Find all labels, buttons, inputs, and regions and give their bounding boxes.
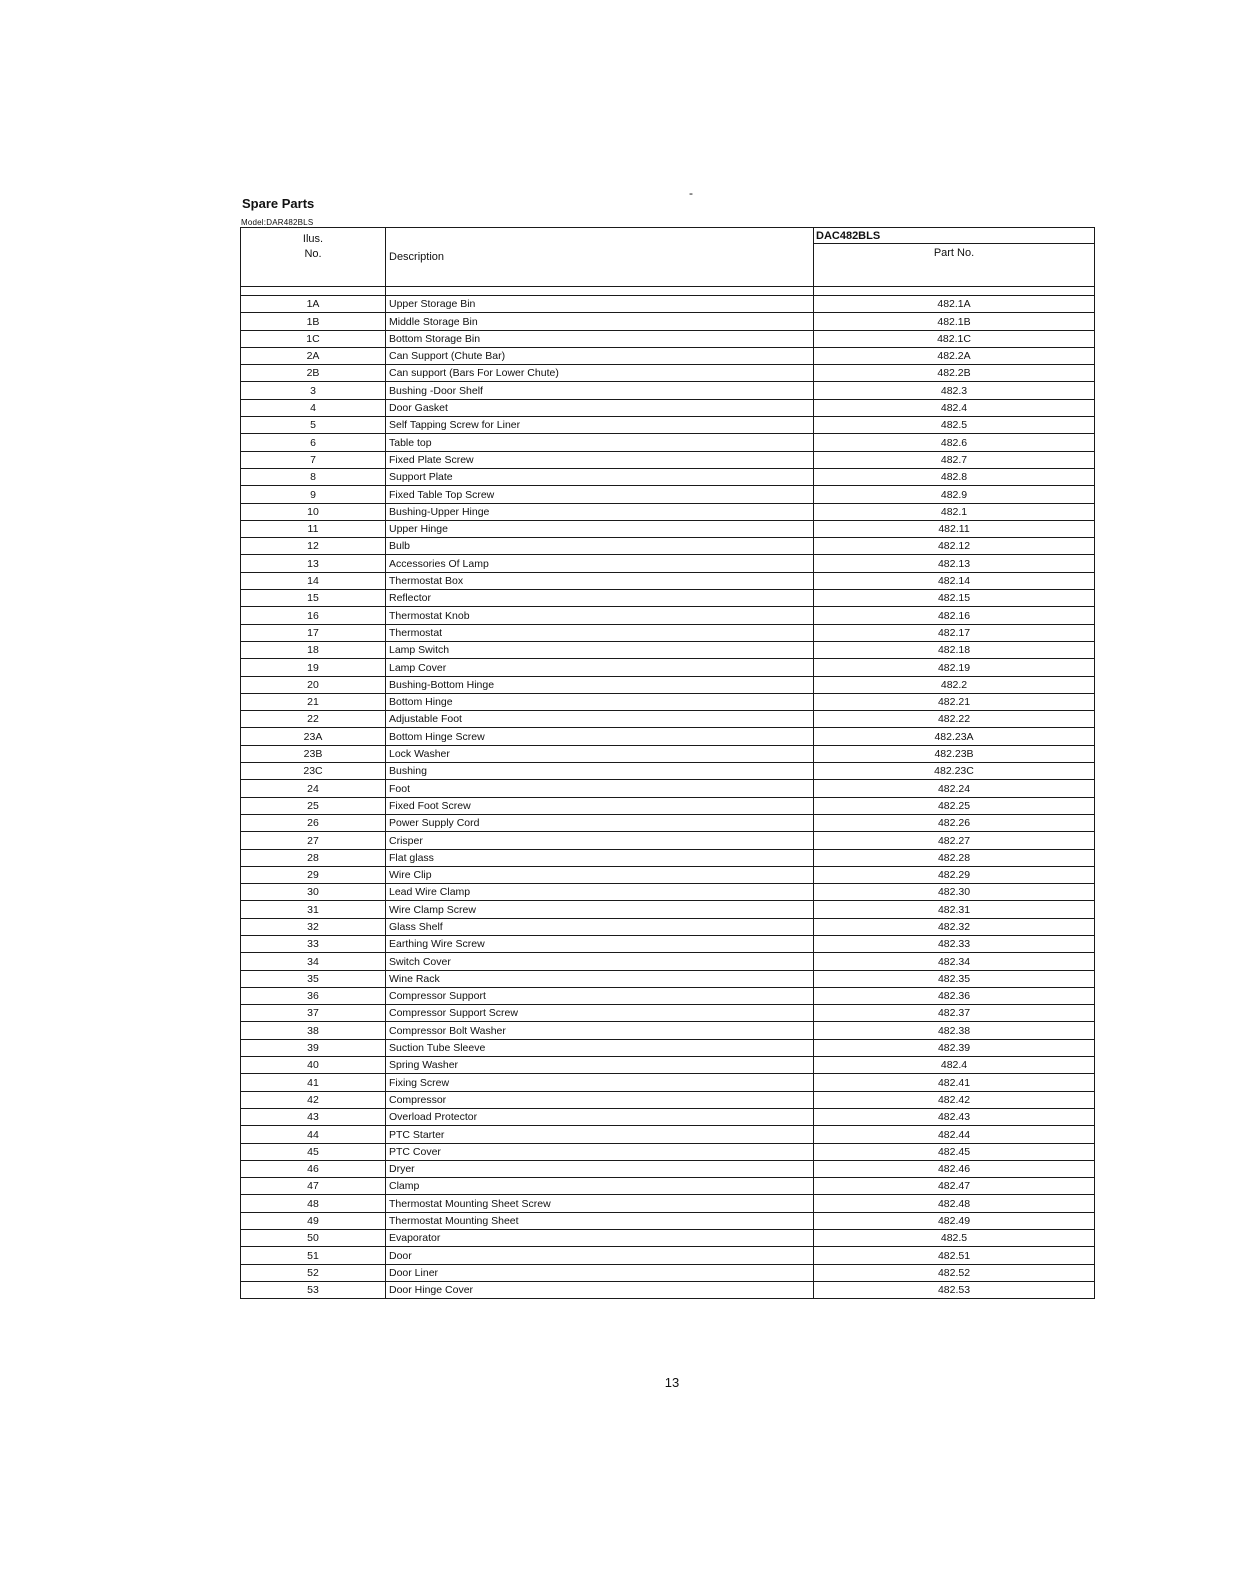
illus-no-cell: 29	[241, 866, 386, 883]
table-row	[241, 572, 1095, 589]
part-no-cell: 482.16	[814, 607, 1095, 624]
table-row	[241, 659, 1095, 676]
illus-no-cell: 23A	[241, 728, 386, 745]
parts-body	[241, 296, 1095, 1299]
description-cell: Spring Washer	[386, 1057, 814, 1074]
table-row	[241, 382, 1095, 399]
illus-no-cell: 39	[241, 1039, 386, 1056]
part-no-cell: 482.2	[814, 676, 1095, 693]
illus-no-cell: 1C	[241, 330, 386, 347]
description-cell: Glass Shelf	[386, 918, 814, 935]
illus-no-cell: 27	[241, 832, 386, 849]
illus-no-cell: 4	[241, 399, 386, 416]
part-no-cell: 482.25	[814, 797, 1095, 814]
description-cell: PTC Starter	[386, 1126, 814, 1143]
table-row	[241, 1126, 1095, 1143]
table-row	[241, 1212, 1095, 1229]
description-cell: Reflector	[386, 590, 814, 607]
table-row	[241, 1230, 1095, 1247]
part-no-cell: 482.41	[814, 1074, 1095, 1091]
part-no-cell: 482.13	[814, 555, 1095, 572]
illus-no-cell: 23B	[241, 745, 386, 762]
description-cell: Lamp Cover	[386, 659, 814, 676]
part-no-cell: 482.34	[814, 953, 1095, 970]
table-row	[241, 763, 1095, 780]
description-cell: Power Supply Cord	[386, 814, 814, 831]
illus-no-cell: 22	[241, 711, 386, 728]
table-row	[241, 365, 1095, 382]
description-cell: Door Gasket	[386, 399, 814, 416]
description-cell: Thermostat Mounting Sheet Screw	[386, 1195, 814, 1212]
part-no-cell: 482.27	[814, 832, 1095, 849]
spare-parts-table	[240, 227, 1095, 1299]
part-no-cell: 482.48	[814, 1195, 1095, 1212]
table-row	[241, 347, 1095, 364]
description-cell: Bottom Hinge	[386, 693, 814, 710]
part-no-cell: 482.53	[814, 1281, 1095, 1298]
description-cell: Bushing-Bottom Hinge	[386, 676, 814, 693]
illus-no-cell: 5	[241, 417, 386, 434]
illus-no-cell: 14	[241, 572, 386, 589]
part-no-cell: 482.44	[814, 1126, 1095, 1143]
illus-no-cell: 15	[241, 590, 386, 607]
description-cell: Middle Storage Bin	[386, 313, 814, 330]
illus-no-cell: 33	[241, 935, 386, 952]
illus-no-cell: 37	[241, 1005, 386, 1022]
part-no-cell: 482.32	[814, 918, 1095, 935]
description-cell: Dryer	[386, 1160, 814, 1177]
illus-no-cell: 17	[241, 624, 386, 641]
illus-no-cell: 45	[241, 1143, 386, 1160]
part-no-cell: 482.30	[814, 884, 1095, 901]
part-no-cell: 482.2A	[814, 347, 1095, 364]
illus-no-cell: 28	[241, 849, 386, 866]
table-row	[241, 1039, 1095, 1056]
table-row	[241, 434, 1095, 451]
table-row	[241, 468, 1095, 485]
description-cell: Compressor	[386, 1091, 814, 1108]
description-cell: Thermostat Box	[386, 572, 814, 589]
table-row	[241, 814, 1095, 831]
table-row	[241, 1281, 1095, 1298]
illus-no-cell: 34	[241, 953, 386, 970]
illus-no-cell: 44	[241, 1126, 386, 1143]
description-cell: Accessories Of Lamp	[386, 555, 814, 572]
part-no-cell: 482.39	[814, 1039, 1095, 1056]
description-cell: Lock Washer	[386, 745, 814, 762]
illus-no-cell: 30	[241, 884, 386, 901]
illus-no-cell: 12	[241, 538, 386, 555]
page-title: Spare Parts	[242, 196, 315, 211]
part-no-header: Part No.	[814, 244, 1095, 287]
illus-no-cell: 9	[241, 486, 386, 503]
illus-no-cell: 2A	[241, 347, 386, 364]
table-row	[241, 451, 1095, 468]
table-row	[241, 728, 1095, 745]
description-cell: Lamp Switch	[386, 641, 814, 658]
part-no-cell: 482.52	[814, 1264, 1095, 1281]
illus-no-cell: 10	[241, 503, 386, 520]
description-cell: Wine Rack	[386, 970, 814, 987]
description-cell: Bottom Storage Bin	[386, 330, 814, 347]
illus-no-cell: 20	[241, 676, 386, 693]
description-cell: PTC Cover	[386, 1143, 814, 1160]
part-no-cell: 482.2B	[814, 365, 1095, 382]
part-no-cell: 482.1B	[814, 313, 1095, 330]
illus-no-cell: 16	[241, 607, 386, 624]
description-cell: Wire Clamp Screw	[386, 901, 814, 918]
description-cell: Bushing-Upper Hinge	[386, 503, 814, 520]
table-row	[241, 1195, 1095, 1212]
description-cell: Switch Cover	[386, 953, 814, 970]
table-row	[241, 832, 1095, 849]
part-no-cell: 482.17	[814, 624, 1095, 641]
part-no-cell: 482.4	[814, 1057, 1095, 1074]
description-header: Description	[386, 228, 814, 287]
description-cell: Foot	[386, 780, 814, 797]
part-no-cell: 482.29	[814, 866, 1095, 883]
illus-no-cell: 1A	[241, 296, 386, 313]
page-number: 13	[664, 1375, 680, 1390]
part-no-cell: 482.38	[814, 1022, 1095, 1039]
table-row	[241, 901, 1095, 918]
part-no-cell: 482.5	[814, 417, 1095, 434]
table-row	[241, 555, 1095, 572]
illus-no-cell: 53	[241, 1281, 386, 1298]
table-row	[241, 1005, 1095, 1022]
description-cell: Fixed Foot Screw	[386, 797, 814, 814]
description-cell: Door	[386, 1247, 814, 1264]
table-row	[241, 780, 1095, 797]
description-cell: Crisper	[386, 832, 814, 849]
part-no-cell: 482.51	[814, 1247, 1095, 1264]
table-row	[241, 849, 1095, 866]
part-no-cell: 482.11	[814, 520, 1095, 537]
table-row	[241, 624, 1095, 641]
illus-header-line1: Ilus.	[302, 233, 324, 245]
table-row	[241, 641, 1095, 658]
illus-no-cell: 7	[241, 451, 386, 468]
description-cell: Door Hinge Cover	[386, 1281, 814, 1298]
part-no-cell: 482.14	[814, 572, 1095, 589]
part-no-cell: 482.15	[814, 590, 1095, 607]
illus-no-cell: 49	[241, 1212, 386, 1229]
part-no-cell: 482.1	[814, 503, 1095, 520]
description-cell: Support Plate	[386, 468, 814, 485]
table-row	[241, 503, 1095, 520]
illus-no-cell: 38	[241, 1022, 386, 1039]
illus-no-cell: 11	[241, 520, 386, 537]
part-no-cell: 482.9	[814, 486, 1095, 503]
illus-no-cell: 3	[241, 382, 386, 399]
table-row	[241, 1160, 1095, 1177]
part-no-cell: 482.42	[814, 1091, 1095, 1108]
description-cell: Thermostat Knob	[386, 607, 814, 624]
part-no-cell: 482.7	[814, 451, 1095, 468]
table-row	[241, 590, 1095, 607]
part-no-cell: 482.36	[814, 987, 1095, 1004]
description-cell: Lead Wire Clamp	[386, 884, 814, 901]
illus-no-cell: 43	[241, 1108, 386, 1125]
part-no-cell: 482.8	[814, 468, 1095, 485]
illus-no-cell: 13	[241, 555, 386, 572]
illus-no-cell: 35	[241, 970, 386, 987]
description-cell: Compressor Support Screw	[386, 1005, 814, 1022]
description-cell: Table top	[386, 434, 814, 451]
description-cell: Bulb	[386, 538, 814, 555]
table-row	[241, 1247, 1095, 1264]
illus-no-cell: 52	[241, 1264, 386, 1281]
illus-no-cell: 18	[241, 641, 386, 658]
description-cell: Wire Clip	[386, 866, 814, 883]
illus-no-cell: 41	[241, 1074, 386, 1091]
part-no-cell: 482.22	[814, 711, 1095, 728]
part-no-cell: 482.43	[814, 1108, 1095, 1125]
description-cell: Earthing Wire Screw	[386, 935, 814, 952]
table-row	[241, 399, 1095, 416]
part-no-cell: 482.1A	[814, 296, 1095, 313]
description-cell: Upper Hinge	[386, 520, 814, 537]
part-no-cell: 482.31	[814, 901, 1095, 918]
description-cell: Compressor Support	[386, 987, 814, 1004]
table-row	[241, 970, 1095, 987]
part-no-cell: 482.24	[814, 780, 1095, 797]
illus-no-cell: 21	[241, 693, 386, 710]
illus-no-cell: 50	[241, 1230, 386, 1247]
part-no-cell: 482.45	[814, 1143, 1095, 1160]
illus-no-cell: 36	[241, 987, 386, 1004]
illus-no-cell: 2B	[241, 365, 386, 382]
table-row	[241, 676, 1095, 693]
illus-header-line2: No.	[304, 248, 322, 260]
part-no-cell: 482.6	[814, 434, 1095, 451]
table-row	[241, 918, 1095, 935]
table-row	[241, 1108, 1095, 1125]
part-no-cell: 482.47	[814, 1178, 1095, 1195]
description-cell: Fixing Screw	[386, 1074, 814, 1091]
illus-no-cell: 25	[241, 797, 386, 814]
description-cell: Upper Storage Bin	[386, 296, 814, 313]
table-row	[241, 935, 1095, 952]
table-row	[241, 1057, 1095, 1074]
table-row	[241, 417, 1095, 434]
description-cell: Overload Protector	[386, 1108, 814, 1125]
table-row	[241, 745, 1095, 762]
illus-no-cell: 26	[241, 814, 386, 831]
stray-mark: -	[689, 186, 693, 200]
description-cell: Evaporator	[386, 1230, 814, 1247]
description-cell: Thermostat Mounting Sheet	[386, 1212, 814, 1229]
illus-no-cell: 48	[241, 1195, 386, 1212]
part-no-cell: 482.1C	[814, 330, 1095, 347]
part-no-cell: 482.46	[814, 1160, 1095, 1177]
description-cell: Bottom Hinge Screw	[386, 728, 814, 745]
model-header: DAC482BLS	[814, 228, 1095, 244]
table-row	[241, 711, 1095, 728]
illus-no-cell: 46	[241, 1160, 386, 1177]
table-row	[241, 538, 1095, 555]
description-cell: Thermostat	[386, 624, 814, 641]
table-row	[241, 1091, 1095, 1108]
illus-no-cell: 23C	[241, 763, 386, 780]
table-row	[241, 797, 1095, 814]
table-row	[241, 884, 1095, 901]
table-row	[241, 1074, 1095, 1091]
description-cell: Compressor Bolt Washer	[386, 1022, 814, 1039]
illus-no-cell: 31	[241, 901, 386, 918]
description-cell: Can Support (Chute Bar)	[386, 347, 814, 364]
table-row	[241, 693, 1095, 710]
illus-no-header	[241, 228, 386, 287]
description-cell: Fixed Table Top Screw	[386, 486, 814, 503]
table-row	[241, 1022, 1095, 1039]
table-row	[241, 520, 1095, 537]
part-no-cell: 482.28	[814, 849, 1095, 866]
illus-no-cell: 1B	[241, 313, 386, 330]
description-cell: Bushing	[386, 763, 814, 780]
part-no-cell: 482.23C	[814, 763, 1095, 780]
part-no-cell: 482.35	[814, 970, 1095, 987]
illus-no-cell: 8	[241, 468, 386, 485]
part-no-cell: 482.49	[814, 1212, 1095, 1229]
table-header-row	[241, 228, 1095, 244]
part-no-cell: 482.3	[814, 382, 1095, 399]
table-row	[241, 296, 1095, 313]
part-no-cell: 482.23B	[814, 745, 1095, 762]
part-no-cell: 482.21	[814, 693, 1095, 710]
description-cell: Adjustable Foot	[386, 711, 814, 728]
illus-no-cell: 19	[241, 659, 386, 676]
table-row	[241, 1143, 1095, 1160]
part-no-cell: 482.5	[814, 1230, 1095, 1247]
table-row	[241, 866, 1095, 883]
description-cell: Can support (Bars For Lower Chute)	[386, 365, 814, 382]
table-row	[241, 330, 1095, 347]
part-no-cell: 482.19	[814, 659, 1095, 676]
model-label: Model:DAR482BLS	[241, 218, 314, 227]
part-no-cell: 482.33	[814, 935, 1095, 952]
description-cell: Flat glass	[386, 849, 814, 866]
table-row	[241, 987, 1095, 1004]
part-no-cell: 482.26	[814, 814, 1095, 831]
description-cell: Suction Tube Sleeve	[386, 1039, 814, 1056]
part-no-cell: 482.12	[814, 538, 1095, 555]
illus-no-cell: 42	[241, 1091, 386, 1108]
table-row	[241, 486, 1095, 503]
illus-no-cell: 51	[241, 1247, 386, 1264]
description-cell: Self Tapping Screw for Liner	[386, 417, 814, 434]
part-no-cell: 482.18	[814, 641, 1095, 658]
description-cell: Clamp	[386, 1178, 814, 1195]
illus-no-cell: 32	[241, 918, 386, 935]
illus-no-cell: 24	[241, 780, 386, 797]
table-row	[241, 1178, 1095, 1195]
part-no-cell: 482.37	[814, 1005, 1095, 1022]
table-row	[241, 953, 1095, 970]
table-row	[241, 1264, 1095, 1281]
description-cell: Fixed Plate Screw	[386, 451, 814, 468]
part-no-cell: 482.23A	[814, 728, 1095, 745]
description-cell: Door Liner	[386, 1264, 814, 1281]
illus-no-cell: 47	[241, 1178, 386, 1195]
table-row	[241, 607, 1095, 624]
table-row	[241, 313, 1095, 330]
description-cell: Bushing -Door Shelf	[386, 382, 814, 399]
part-no-cell: 482.4	[814, 399, 1095, 416]
illus-no-cell: 6	[241, 434, 386, 451]
illus-no-cell: 40	[241, 1057, 386, 1074]
